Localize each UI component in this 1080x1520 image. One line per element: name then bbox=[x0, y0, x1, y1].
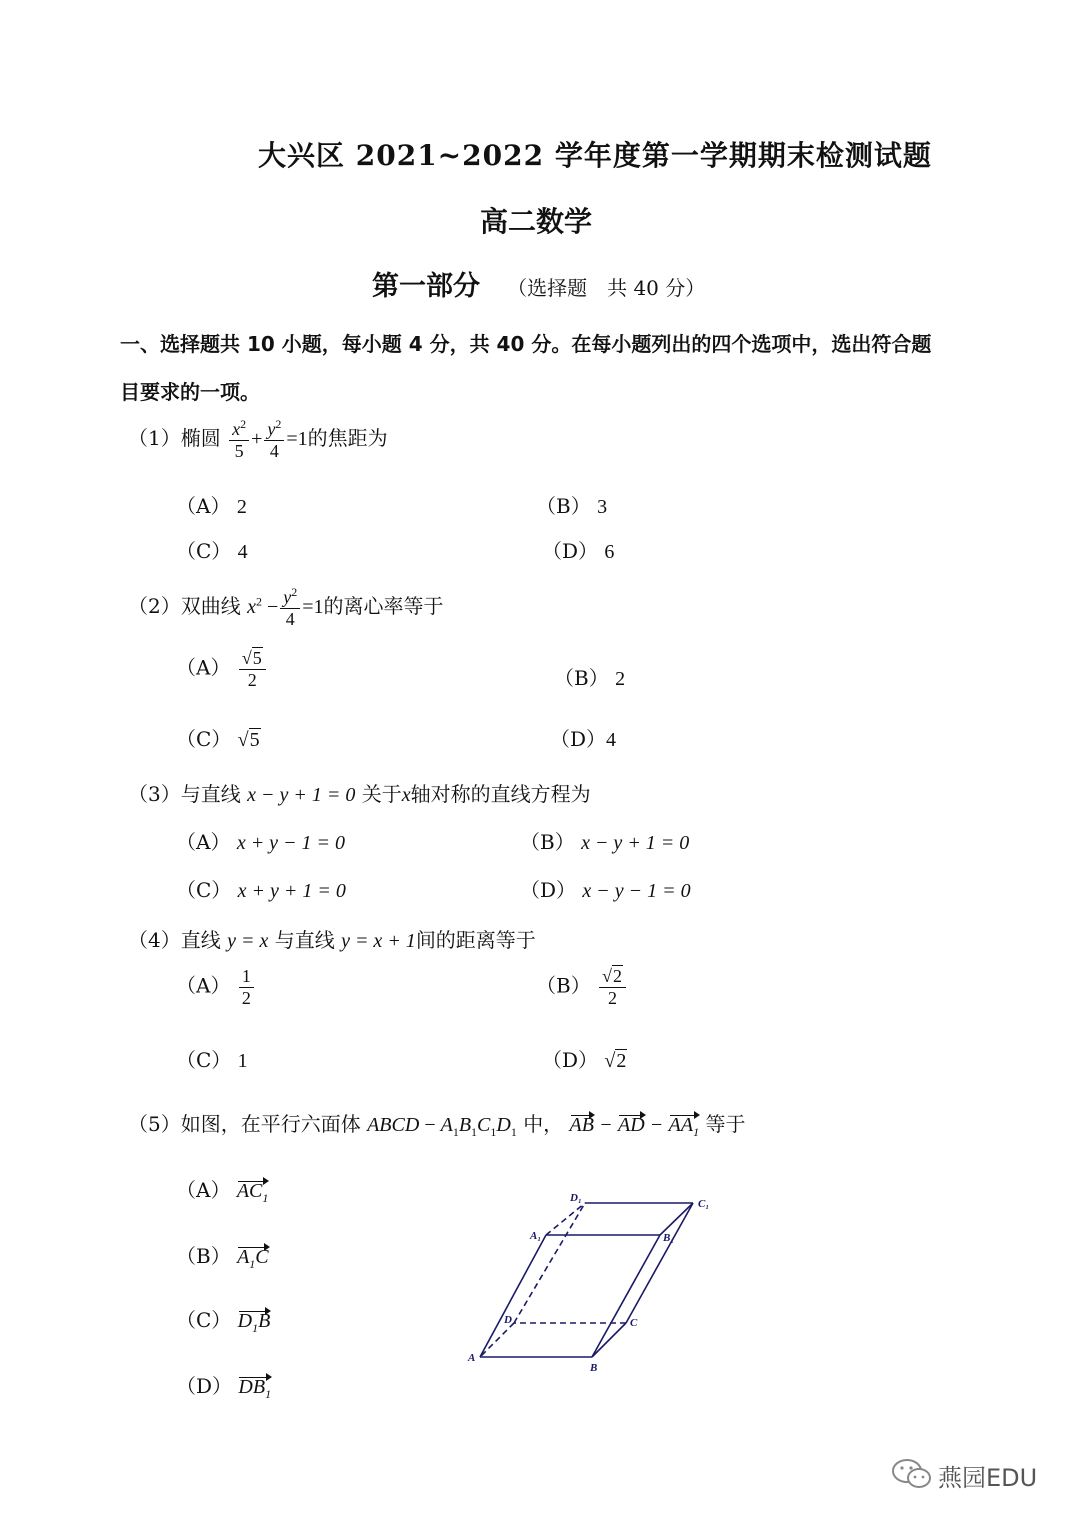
q5-option-b[interactable]: （B） $A_1C$ bbox=[176, 1244, 269, 1271]
question-3: （3）与直线 x − y + 1 = 0 关于x轴对称的直线方程为 bbox=[128, 782, 591, 806]
q4-option-c[interactable]: （C） 1 bbox=[176, 1048, 248, 1072]
instructions-line-1: 一、选择题共 10 小题，每小题 4 分，共 40 分。在每小题列出的四个选项中，选出符合题 bbox=[120, 332, 932, 356]
q2-fraction-y: $\frac{y^2}{4}$ bbox=[280, 586, 300, 629]
part-heading bbox=[372, 264, 705, 303]
edge-a1d1 bbox=[546, 1203, 585, 1235]
q3-option-d[interactable]: （D） x − y − 1 = 0 bbox=[520, 878, 691, 902]
edge-aa1 bbox=[480, 1235, 546, 1357]
question-2: （2）双曲线 $x^2$ − $\frac{y^2}{4}$ =1的离心率等于 bbox=[128, 585, 444, 629]
edge-c1b1 bbox=[660, 1203, 693, 1235]
q5-option-a[interactable]: （A） $AC_1$ bbox=[176, 1178, 269, 1205]
label-b: B bbox=[590, 1362, 598, 1374]
q2-option-a[interactable]: （A） $\frac{√5}{2}$ bbox=[176, 648, 268, 690]
q5-option-c[interactable]: （C） $D_1B$ bbox=[176, 1308, 271, 1335]
subject-title: 高二数学 bbox=[480, 205, 593, 238]
q1-option-b[interactable]: （B） 3 bbox=[536, 494, 608, 518]
question-1: （1）椭圆 $\frac{x^2}{5}$ + $\frac{y^2}{4}$ =1的焦距为 bbox=[128, 417, 388, 461]
q5-option-d[interactable]: （D） $DB_1$ bbox=[176, 1374, 272, 1401]
label-d: D bbox=[504, 1314, 512, 1326]
q2-option-b[interactable]: （B） 2 bbox=[554, 666, 626, 690]
watermark-text: 燕园EDU bbox=[938, 1464, 1038, 1492]
q3-option-a[interactable]: （A） x + y − 1 = 0 bbox=[176, 830, 346, 854]
question-1-suffix: 的焦距为 bbox=[307, 426, 388, 451]
exam-title: 大兴区 2021~2022 学年度第一学期期末检测试题 bbox=[258, 139, 932, 172]
q4-option-b[interactable]: （B） $\frac{√2}{2}$ bbox=[536, 966, 628, 1008]
parallelepiped-figure bbox=[460, 1185, 730, 1375]
label-b1: B₁ bbox=[663, 1232, 675, 1244]
q4-option-a[interactable]: （A） $\frac{1}{2}$ bbox=[176, 966, 256, 1008]
q1-fraction-x: $\frac{x^2}{5}$ bbox=[229, 418, 249, 461]
part-title: 第一部分 bbox=[372, 271, 480, 302]
q3-option-b[interactable]: （B） x − y + 1 = 0 bbox=[520, 830, 690, 854]
label-d1: D₁ bbox=[570, 1192, 582, 1204]
edge-bb1 bbox=[592, 1235, 660, 1357]
q1-fraction-y: $\frac{y^2}{4}$ bbox=[264, 418, 284, 461]
edge-dd1 bbox=[514, 1203, 585, 1323]
edge-da bbox=[480, 1323, 514, 1357]
label-a: A bbox=[468, 1352, 476, 1364]
q2-option-d[interactable]: （D）4 bbox=[550, 727, 617, 751]
part-note: （选择题 共 40 分） bbox=[507, 276, 706, 300]
q1-option-d[interactable]: （D） 6 bbox=[542, 539, 615, 563]
q1-option-c[interactable]: （C） 4 bbox=[176, 539, 248, 563]
label-c1: C₁ bbox=[698, 1198, 710, 1210]
edge-cc1 bbox=[626, 1203, 693, 1323]
question-5: （5）如图，在平行六面体 ABCD − $A_1B_1C_1D_1$ 中， AB − AD − $AA_1$ 等于 bbox=[128, 1112, 746, 1139]
question-1-number: （1） bbox=[128, 426, 181, 451]
wechat-icon bbox=[890, 1456, 934, 1492]
instructions-line-2: 目要求的一项。 bbox=[120, 380, 260, 404]
question-4: （4）直线 y = x 与直线 y = x + 1间的距离等于 bbox=[128, 928, 536, 952]
q4-option-d[interactable]: （D） √2 bbox=[542, 1048, 627, 1072]
q2-option-c[interactable]: （C） √5 bbox=[176, 727, 260, 751]
label-c: C bbox=[630, 1317, 638, 1329]
q1-option-a[interactable]: （A） 2 bbox=[176, 494, 247, 518]
q3-option-c[interactable]: （C） x + y + 1 = 0 bbox=[176, 878, 346, 902]
label-a1: A₁ bbox=[530, 1230, 542, 1242]
question-1-prefix: 椭圆 bbox=[180, 426, 221, 451]
